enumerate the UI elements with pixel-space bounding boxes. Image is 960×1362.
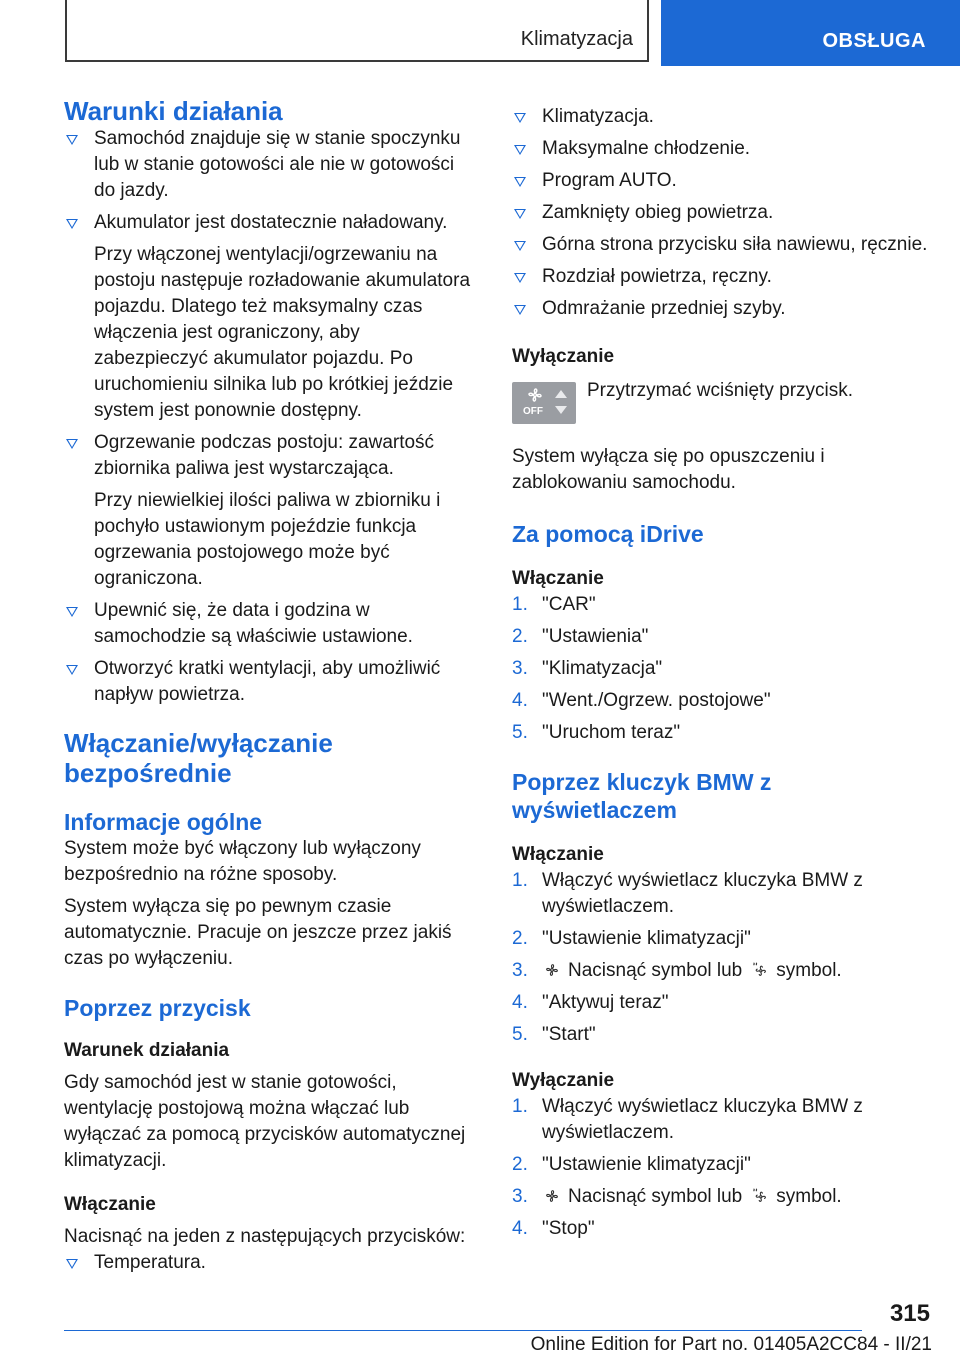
list-item: Otworzyć kratki wentylacji, aby umożliwić napływ powietrza. <box>64 656 476 708</box>
bullet-triangle-icon <box>514 209 526 219</box>
idrive-steps <box>512 592 932 746</box>
left-column <box>64 96 476 1276</box>
off-label: OFF <box>523 406 543 417</box>
list-item: Rozdział powietrza, ręczny. <box>512 264 932 290</box>
conditions-list <box>64 126 476 708</box>
list-item: Akumulator jest dostatecznie naładowany. Przy włączonej wentylacji/ogrzewaniu na postoju następuje rozładowanie akumulatora pojazdu. Dlatego też maksymalny czas włączenia jest ograniczony, aby zabezpieczyć akumulator pojazdu. Po uruchomieniu silnika lub po krótkiej jeździe system jest ponownie dostępny. <box>64 210 476 424</box>
paragraph: System wyłącza się po opuszczeniu i zablokowaniu samochodu. <box>512 446 825 493</box>
fan-icon <box>544 1188 560 1204</box>
list-item: 3. Nacisnąć symbol lub symbol. <box>512 1186 842 1207</box>
list-item: Maksymalne chłodzenie. <box>512 136 932 162</box>
list-item: Ogrzewanie podczas postoju: zawartość zbiornika paliwa jest wystarczająca. Przy niewielkiej ilości paliwa w zbiorniku i pochyło ustawionym pojeździe funkcja ogrzewania postojowego może być ograniczona. <box>64 430 476 592</box>
fan-icon <box>526 386 544 404</box>
list-item: 4. "Went./Ogrzew. postojowe" <box>512 690 771 711</box>
bullet-triangle-icon <box>66 607 78 617</box>
list-item-note: Przy niewielkiej ilości paliwa w zbiorniku i pochyło ustawionym pojeździe funkcja ogrzewania postojowego może być ograniczona. <box>94 490 441 589</box>
heating-fan-icon <box>752 1188 768 1204</box>
bullet-triangle-icon <box>514 177 526 187</box>
list-item: 3. Nacisnąć symbol lub symbol. <box>512 960 842 981</box>
list-item: Zamknięty obieg powietrza. <box>512 200 932 226</box>
fan-icon <box>544 962 560 978</box>
right-column <box>512 104 932 1242</box>
bullet-triangle-icon <box>514 145 526 155</box>
list-item: Temperatura. <box>64 1250 476 1276</box>
bullet-triangle-icon <box>66 665 78 675</box>
footer-divider <box>64 1330 862 1331</box>
paragraph: Gdy samochód jest w stanie gotowości, wentylację postojową można włączać lub wyłączać za pomocą przycisków automatycznej klimatyzacji. <box>64 1072 466 1171</box>
buttons-list <box>64 1250 476 1276</box>
bullet-triangle-icon <box>514 273 526 283</box>
section-title: Klimatyzacja <box>520 28 633 50</box>
list-item: 1. Włączyć wyświetlacz kluczyka BMW z wyświetlaczem. <box>512 870 863 917</box>
list-item: 1. Włączyć wyświetlacz kluczyka BMW z wyświetlaczem. <box>512 1096 863 1143</box>
heading-general: Informacje ogólne <box>64 809 263 835</box>
heading-condition: Warunek działania <box>64 1040 230 1061</box>
footer-edition: Online Edition for Part no. 01405A2CC84 - II/21 <box>530 1334 932 1355</box>
bullet-triangle-icon <box>66 135 78 145</box>
heading-idrive: Za pomocą iDrive <box>512 521 704 547</box>
heading-key-off: Wyłączanie <box>512 1070 615 1091</box>
list-item: 1. "CAR" <box>512 594 596 615</box>
heading-button: Poprzez przycisk <box>64 995 251 1021</box>
heading-key: Poprzez kluczyk BMW z wyświetlaczem <box>512 769 772 823</box>
chapter-title: OBSŁUGA <box>822 30 926 52</box>
heading-off: Wyłączanie <box>512 346 615 367</box>
list-item: Klimatyzacja. <box>512 104 932 130</box>
page-number: 315 <box>889 1300 930 1327</box>
list-item: 4. "Aktywuj teraz" <box>512 992 669 1013</box>
heading-on: Włączanie <box>64 1194 156 1215</box>
bullet-triangle-icon <box>66 219 78 229</box>
paragraph: System może być włączony lub wyłączony bezpośrednio na różne sposoby. <box>64 838 421 885</box>
list-item: 2. "Ustawienie klimatyzacji" <box>512 1154 751 1175</box>
bullet-triangle-icon <box>514 241 526 251</box>
list-item: Odmrażanie przedniej szyby. <box>512 296 932 322</box>
arrow-down-icon <box>555 406 567 414</box>
heading-conditions: Warunki działania <box>64 96 283 126</box>
list-item: 3. "Klimatyzacja" <box>512 658 663 679</box>
bullet-triangle-icon <box>514 305 526 315</box>
heating-fan-icon <box>752 962 768 978</box>
arrow-up-icon <box>555 390 567 398</box>
list-item: Samochód znajduje się w stanie spoczynku lub w stanie gotowości ale nie w gotowości do jazdy. <box>64 126 476 204</box>
chapter-tab <box>661 0 960 66</box>
list-item: 5. "Start" <box>512 1024 596 1045</box>
list-item: Górna strona przycisku siła nawiewu, ręcznie. <box>512 232 932 258</box>
bullet-triangle-icon <box>66 1259 78 1269</box>
heading-idrive-on: Włączanie <box>512 568 604 589</box>
key-off-steps <box>512 1094 932 1242</box>
list-item-note: Przy włączonej wentylacji/ogrzewaniu na postoju następuje rozładowanie akumulatora pojazdu. Dlatego też maksymalny czas włączenia jest ograniczony, aby zabezpieczyć akumulator pojazdu. Po uruchomieniu silnika lub po krótkiej jeździe system jest ponownie dostępny. <box>94 244 471 421</box>
bullet-triangle-icon <box>66 439 78 449</box>
list-item: 4. "Stop" <box>512 1218 595 1239</box>
paragraph: Nacisnąć na jeden z następujących przycisków: <box>64 1226 466 1247</box>
buttons-list-continued <box>512 104 932 322</box>
fan-off-button-image <box>512 382 576 424</box>
list-item: 5. "Uruchom teraz" <box>512 722 681 743</box>
list-item: Upewnić się, że data i godzina w samochodzie są właściwie ustawione. <box>64 598 476 650</box>
heading-direct: Włączanie/wyłączanie bezpośrednie <box>64 728 333 788</box>
bullet-triangle-icon <box>514 113 526 123</box>
list-item: 2. "Ustawienie klimatyzacji" <box>512 928 751 949</box>
header-box <box>65 0 649 62</box>
page-header <box>0 0 960 66</box>
paragraph: System wyłącza się po pewnym czasie automatycznie. Pracuje on jeszcze przez jakiś czas po wyłączeniu. <box>64 896 452 969</box>
heading-key-on: Włączanie <box>512 844 604 865</box>
off-button-row <box>512 382 932 438</box>
list-item: Program AUTO. <box>512 168 932 194</box>
off-instruction: Przytrzymać wciśnięty przycisk. <box>587 380 854 401</box>
list-item: 2. "Ustawienia" <box>512 626 649 647</box>
key-on-steps <box>512 868 932 1048</box>
